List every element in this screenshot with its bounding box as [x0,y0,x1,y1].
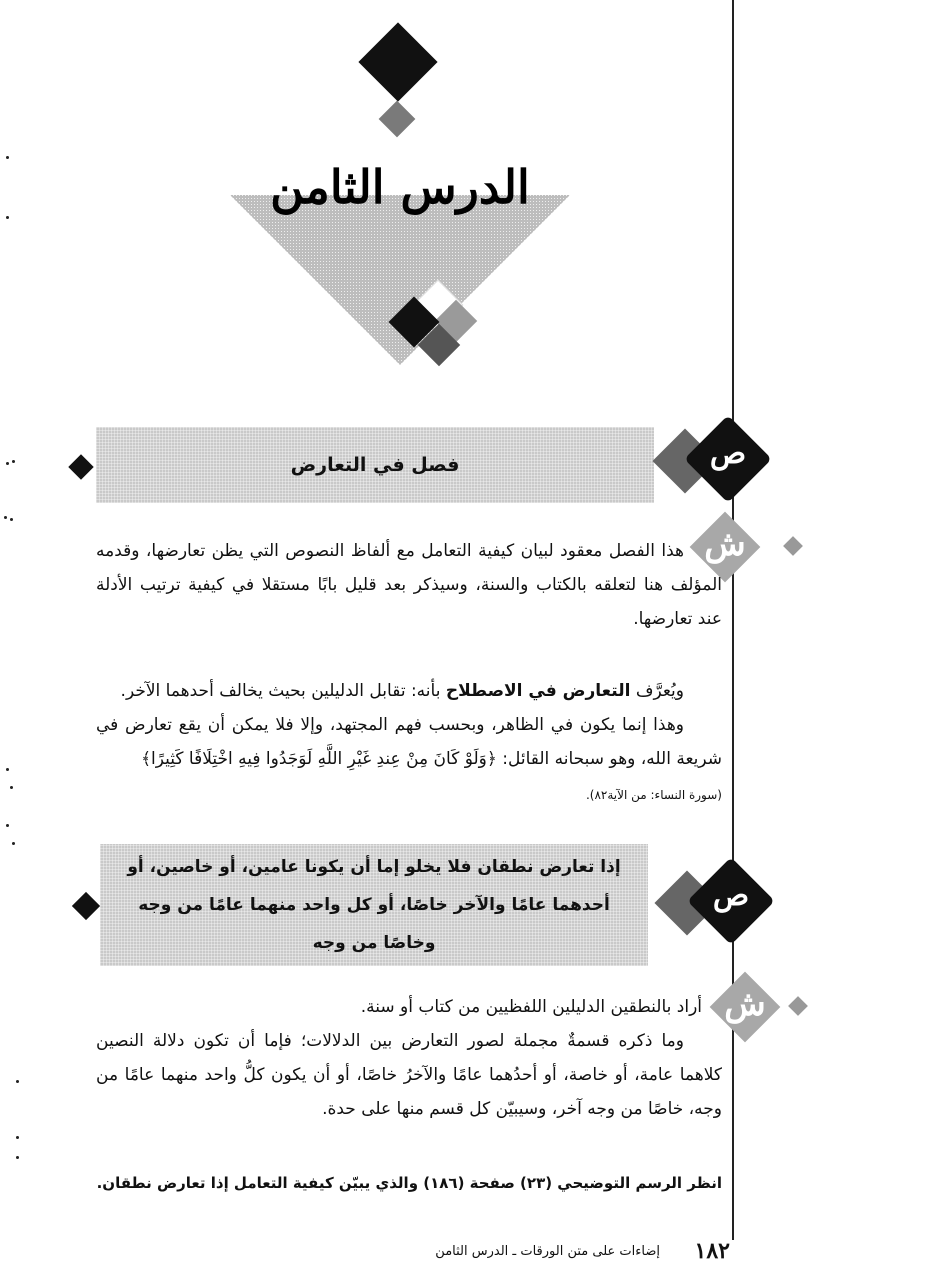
matn-text: إذا تعارض نطقان فلا يخلو إما أن يكونا عامين، أو خاصين، أو أحدهما عامًا والآخر خاصًا، أو كل واحد منهما عامًا من وجه وخاصًا من وجه [127,857,621,953]
quran-paragraph: وهذا إنما يكون في الظاهر، وبحسب فهم المجتهد، وإلا فلا يمكن أن يقع تعارض في شريعة الله، وهو سبحانه القائل: ﴿وَلَوْ كَانَ مِنْ عِندِ غَيْرِ اللَّهِ لَوَجَدُوا فِيهِ اخْتِلَافًا كَثِيرًا﴾ [96,715,722,769]
bullet-diamond [72,892,100,920]
bullet-diamond-small [783,536,803,556]
margin-dot [12,460,15,463]
margin-rule [732,0,734,1240]
quran-citation: (سورة النساء: من الآية٨٢). [585,788,722,802]
margin-dot [6,462,9,465]
margin-dot [12,842,15,845]
ornament-diamond-large [358,22,437,101]
margin-dot [10,786,13,789]
margin-dot [6,216,9,219]
margin-dot [4,516,7,519]
commentary-paragraph: هذا الفصل معقود لبيان كيفية التعامل مع ألفاظ النصوص التي يظن تعارضها، وقدمه المؤلف هنا لتعلقه بالكتاب والسنة، وسيذكر بعد قليل بابًا مستقلا في كيفية ترتيب الأدلة عند تعارضها. [96,541,722,629]
section-heading-box [96,427,654,503]
page-number: ١٨٢ [694,1238,730,1264]
definition-term: التعارض في الاصطلاح [445,681,631,701]
ornament-diamond-small [379,101,416,138]
running-title: إضاءات على متن الورقات ـ الدرس الثامن [435,1244,660,1259]
definition-paragraph [96,674,722,708]
matn-text-box [100,844,648,966]
diagram-note: انظر الرسم التوضيحي (٢٣) صفحة (١٨٦) والذي يبيّن كيفية التعامل إذا تعارض نطقان. [96,1174,722,1192]
definition-lead: ويُعرَّف [630,681,684,701]
bullet-diamond [68,454,93,479]
margin-dot [16,1080,19,1083]
margin-dot [16,1156,19,1159]
commentary-paragraph: وما ذكره قسمةٌ مجملة لصور التعارض بين الدلالات؛ فإما أن تكون دلالة النصين كلاهما عامة، أو خاصة، أو أحدُهما عامًا والآخرُ خاصًا، أو أن يكون كلُّ واحد منهما عامًا من وجه، خاصًا من وجه آخر، وسيبيّن كل قسم منها على حدة. [96,1031,722,1119]
commentary-paragraph: أراد بالنطقين الدليلين اللفظيين من كتاب أو سنة. [360,997,702,1017]
margin-dot [6,824,9,827]
section-heading: فصل في التعارض [290,454,460,476]
margin-dot [16,1136,19,1139]
sharh-marker: ش [724,984,766,1024]
margin-dot [10,518,13,521]
ornament-triangle [230,195,570,375]
sharh-marker: ش [704,524,746,564]
bullet-diamond-small [788,996,808,1016]
lesson-title: الدرس الثامن [270,160,530,214]
definition-rest: بأنه: تقابل الدليلين بحيث يخالف أحدهما الآخر. [120,681,446,701]
matn-marker: ص [709,436,747,471]
margin-dot [6,156,9,159]
matn-marker: ص [712,878,750,913]
margin-dot [6,768,9,771]
